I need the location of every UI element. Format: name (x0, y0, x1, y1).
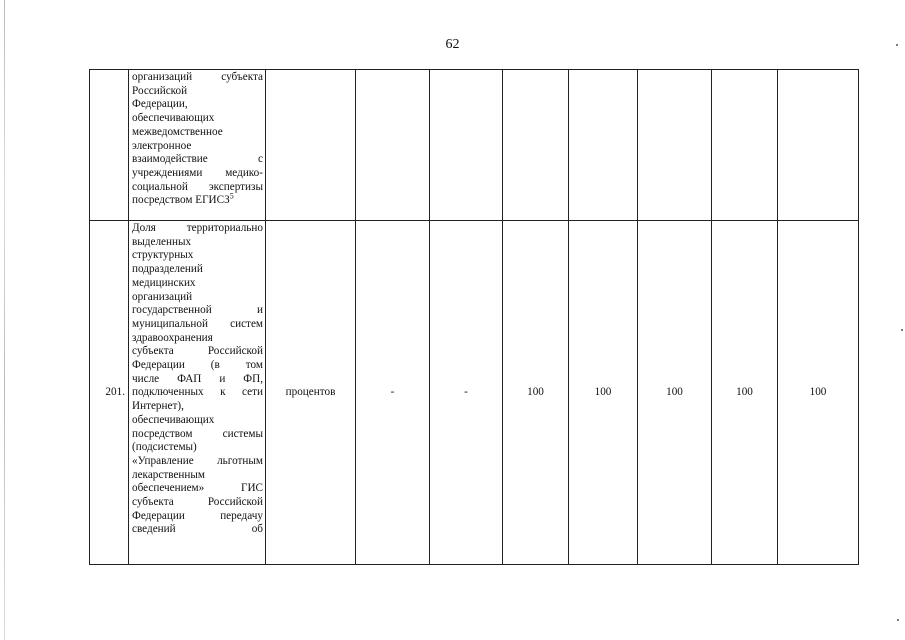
row-number-cell: 201. (90, 221, 129, 565)
indicator-line: медицинских (132, 276, 196, 289)
value-cell (569, 70, 638, 221)
row-number-cell (90, 70, 129, 221)
indicator-line: социальной экспертизы (132, 180, 263, 193)
indicator-line: учреждениями медико- (132, 166, 263, 179)
value-cell (638, 70, 712, 221)
scan-speck (901, 329, 903, 331)
indicator-line: Российской (132, 84, 188, 97)
indicator-line: взаимодействие с (132, 153, 263, 166)
indicator-table (89, 69, 859, 565)
value-cell: 100 (712, 221, 778, 565)
indicator-line: выделенных (132, 235, 192, 248)
table-row (90, 70, 859, 221)
value-cell: - (356, 221, 430, 565)
indicator-line: сведений об (132, 523, 263, 536)
value-cell (503, 70, 569, 221)
unit-cell (266, 70, 356, 221)
indicator-line: организаций (132, 290, 193, 303)
indicator-line: подключенных к сети (132, 386, 263, 399)
table-row (90, 221, 859, 565)
indicator-line: (подсистемы) (132, 441, 197, 454)
unit-cell: процентов (266, 221, 356, 565)
indicator-line: «Управление льготным (132, 454, 263, 467)
page-number: 62 (445, 37, 460, 52)
value-cell (712, 70, 778, 221)
value-cell: 100 (638, 221, 712, 565)
scan-speck (897, 619, 899, 621)
scan-edge (4, 0, 5, 640)
indicator-line: Федерации передачу (132, 509, 263, 522)
indicator-line: межведомственное (132, 125, 223, 138)
indicator-line: Доля территориально (132, 222, 263, 234)
indicator-line: структурных (132, 249, 194, 262)
indicator-line: посредством ЕГИСЗ (132, 194, 230, 207)
indicator-line: муниципальной систем (132, 317, 263, 330)
indicator-line: обеспечивающих (132, 413, 215, 426)
indicator-line: Федерации (в том (132, 359, 263, 372)
indicator-description-cell (129, 221, 266, 565)
indicator-line: субъекта Российской (132, 496, 263, 509)
indicator-line: электронное (132, 139, 192, 152)
indicator-line: обеспечением» ГИС (132, 482, 263, 495)
value-cell (356, 70, 430, 221)
indicator-line: Интернет), (132, 400, 184, 413)
value-cell (778, 70, 859, 221)
value-cell: - (430, 221, 503, 565)
value-cell (430, 70, 503, 221)
indicator-line: государственной и (132, 304, 263, 317)
value-cell: 100 (569, 221, 638, 565)
indicator-line: субъекта Российской (132, 345, 263, 358)
indicator-line: посредством системы (132, 427, 263, 440)
footnote-marker: 5 (229, 191, 234, 201)
indicator-line: лекарственным (132, 468, 205, 481)
indicator-line: обеспечивающих (132, 112, 215, 125)
indicator-line: числе ФАП и ФП, (132, 372, 263, 385)
value-cell: 100 (778, 221, 859, 565)
indicator-line: здравоохранения (132, 331, 213, 344)
indicator-line: подразделений (132, 263, 203, 276)
indicator-line: организаций субъекта (132, 71, 263, 83)
indicator-description-cell (129, 70, 266, 221)
value-cell: 100 (503, 221, 569, 565)
indicator-line: Федерации, (132, 98, 188, 111)
